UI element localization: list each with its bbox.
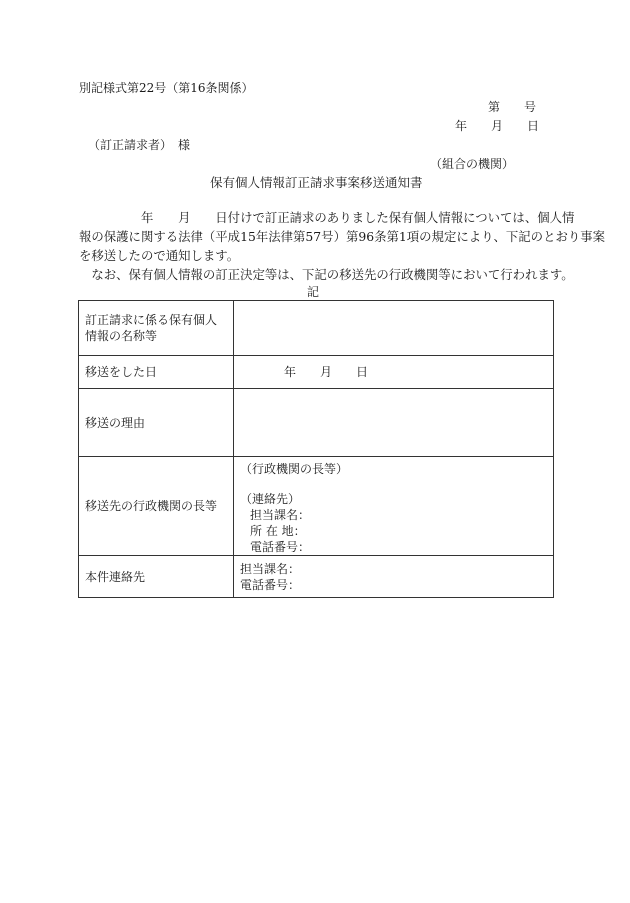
phone-field: 電話番号：	[250, 540, 311, 554]
transfer-date-label: 移送をした日	[79, 356, 234, 389]
sender-organization: （組合の機関）	[430, 157, 515, 171]
document-title: 保有個人情報訂正請求事案移送通知書	[210, 175, 423, 190]
contact-phone-field: 電話番号：	[240, 577, 301, 592]
transfer-reason-value	[234, 389, 554, 457]
document-number: 第 号	[488, 100, 537, 114]
target-info-value	[234, 301, 554, 356]
contact-heading: （連絡先）	[240, 492, 301, 506]
address-field: 所 在 地：	[250, 524, 306, 538]
addressee: （訂正請求者） 様	[88, 138, 191, 152]
body-line: 年 月 日付けで訂正請求のありました保有個人情報については、個人情	[79, 210, 575, 225]
transfer-reason-label: 移送の理由	[79, 389, 234, 457]
ki-heading: 記	[307, 285, 320, 299]
table-row	[79, 389, 554, 457]
table-row	[79, 356, 554, 389]
table-row	[79, 457, 554, 556]
body-line: を移送したので通知します。	[79, 248, 240, 263]
table-row	[79, 556, 554, 598]
body-line: なお、保有個人情報の訂正決定等は、下記の移送先の行政機関等において行われます。	[79, 267, 574, 282]
body-text	[79, 208, 606, 284]
agency-head: （行政機関の長等）	[240, 462, 349, 476]
transfer-date-value: 年 月 日	[234, 356, 554, 389]
destination-agency-value	[234, 457, 554, 556]
contact-value	[234, 556, 554, 598]
target-info-label: 訂正請求に係る保有個人情報の名称等	[79, 301, 234, 356]
form-number-label: 別記様式第22号（第16条関係）	[79, 81, 254, 95]
transfer-details-table	[78, 300, 554, 598]
contact-dept-field: 担当課名：	[240, 561, 301, 576]
table-row	[79, 301, 554, 356]
dept-field: 担当課名：	[250, 508, 311, 522]
body-line: 報の保護に関する法律（平成15年法律第57号）第96条第1項の規定により、下記のとおり事案	[79, 229, 606, 244]
document-date: 年 月 日	[455, 119, 540, 133]
contact-label: 本件連絡先	[79, 556, 234, 598]
destination-agency-label: 移送先の行政機関の長等	[79, 457, 234, 556]
